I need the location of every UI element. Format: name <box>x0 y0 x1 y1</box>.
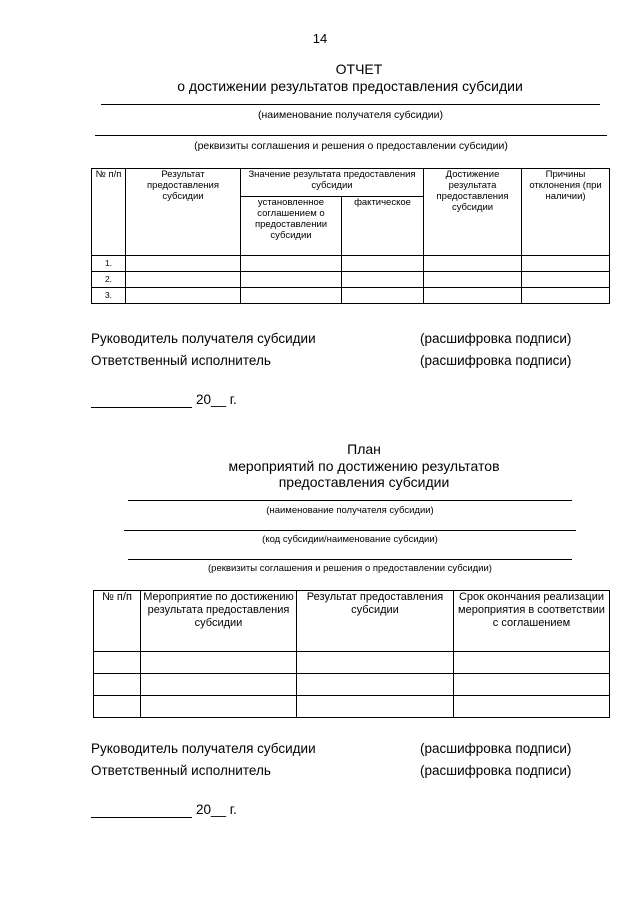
col-result-header: Результат предоставления субсидии <box>126 169 241 256</box>
plan-col-result-header: Результат предоставления субсидии <box>297 591 454 652</box>
table-row <box>92 272 610 288</box>
report-signature-decode-1: (расшифровка подписи) <box>420 331 572 346</box>
col-num-header: № п/п <box>92 169 126 256</box>
plan-col-num-header: № п/п <box>94 591 141 652</box>
row-number: 3. <box>92 288 126 304</box>
plan-code-caption: (код субсидии/наименование субсидии) <box>262 534 438 545</box>
page-number: 14 <box>312 31 328 46</box>
table-row <box>94 652 610 674</box>
plan-agreement-caption: (реквизиты соглашения и решения о предоставлении субсидии) <box>208 563 492 574</box>
report-signature-head: Руководитель получателя субсидии <box>91 331 316 346</box>
row-number: 1. <box>92 256 126 272</box>
report-subtitle: о достижении результатов предоставления субсидии <box>177 78 523 94</box>
report-signature-decode-2: (расшифровка подписи) <box>420 353 572 368</box>
report-date-line <box>91 407 192 408</box>
plan-date: 20__ г. <box>196 802 237 817</box>
agreement-line <box>95 135 607 136</box>
plan-subtitle-1: мероприятий по достижению результатов <box>228 458 500 474</box>
table-row <box>92 288 610 304</box>
table-row <box>92 256 610 272</box>
report-date: 20__ г. <box>196 392 237 407</box>
plan-signature-exec: Ответственный исполнитель <box>91 763 271 778</box>
col-value-header: Значение результата предоставления субсидии <box>241 169 424 197</box>
report-table <box>91 168 610 304</box>
plan-table <box>93 590 610 718</box>
col-achieved-header: Достижение результата предоставления субсидии <box>424 169 522 256</box>
plan-signature-head: Руководитель получателя субсидии <box>91 741 316 756</box>
col-value-actual-header: фактическое <box>342 197 424 256</box>
plan-signature-decode-1: (расшифровка подписи) <box>420 741 572 756</box>
report-title: ОТЧЕТ <box>335 61 383 77</box>
plan-col-deadline-header: Срок окончания реализации мероприятия в соответствии с соглашением <box>454 591 610 652</box>
recipient-caption: (наименование получателя субсидии) <box>257 109 444 121</box>
col-reasons-header: Причины отклонения (при наличии) <box>522 169 610 256</box>
table-row <box>94 696 610 718</box>
plan-signature-decode-2: (расшифровка подписи) <box>420 763 572 778</box>
plan-col-event-header: Мероприятие по достижению результата предоставления субсидии <box>141 591 297 652</box>
plan-recipient-caption: (наименование получателя субсидии) <box>266 505 434 516</box>
plan-subtitle-2: предоставления субсидии <box>278 474 450 490</box>
table-row <box>94 674 610 696</box>
report-signature-exec: Ответственный исполнитель <box>91 353 271 368</box>
row-number: 2. <box>92 272 126 288</box>
plan-recipient-line <box>128 500 572 501</box>
plan-agreement-line <box>128 559 572 560</box>
recipient-line <box>101 104 600 105</box>
col-value-set-header: установленное соглашением о предоставлении субсидии <box>241 197 342 256</box>
plan-date-line <box>91 817 192 818</box>
plan-code-line <box>124 530 576 531</box>
plan-title: План <box>347 441 381 457</box>
agreement-caption: (реквизиты соглашения и решения о предоставлении субсидии) <box>194 140 508 152</box>
